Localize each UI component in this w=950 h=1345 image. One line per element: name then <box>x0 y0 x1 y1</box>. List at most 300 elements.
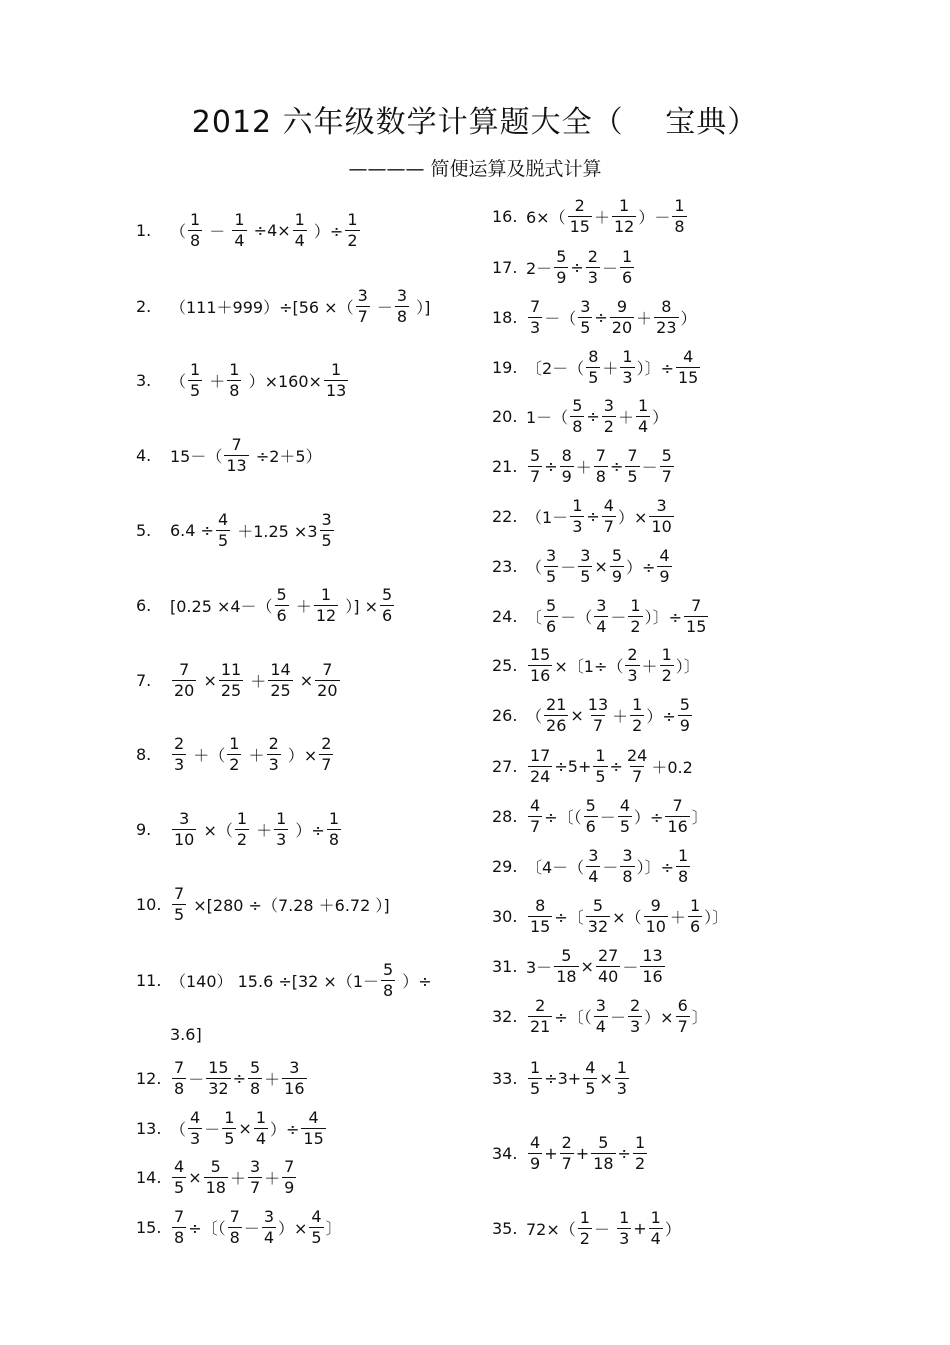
expression-text: × <box>580 956 594 976</box>
expression-text: ＋0.2 <box>651 757 693 777</box>
fraction-denominator: 2 <box>630 616 641 636</box>
fraction <box>324 361 348 400</box>
problem-number: 25. <box>492 655 518 675</box>
expression-text: ）×160× <box>243 371 322 391</box>
problem-expression <box>526 1134 649 1173</box>
fraction-numerator: 7 <box>672 795 683 815</box>
fraction-denominator: 6 <box>621 267 633 287</box>
expression-text: 〕 <box>325 1218 342 1238</box>
expression-text: ×（ <box>612 907 642 927</box>
fraction-numerator: 1 <box>634 1132 646 1152</box>
fraction-numerator: 6 <box>677 995 688 1015</box>
expression-text: ÷ <box>544 456 558 476</box>
problem-expression <box>170 211 362 250</box>
fraction-denominator: 7 <box>321 754 332 774</box>
fraction-denominator: 5 <box>174 1177 185 1197</box>
fraction-numerator: 7 <box>595 445 606 465</box>
expression-text: － <box>593 1219 616 1239</box>
fraction-numerator: 5 <box>679 694 690 714</box>
fraction <box>594 597 608 636</box>
problem-expression <box>526 997 708 1036</box>
problem-expression <box>526 847 692 886</box>
expression-text: ）－ <box>638 207 671 227</box>
expression-text: － <box>601 258 618 278</box>
fraction <box>528 897 552 936</box>
problem-expression <box>526 497 676 536</box>
fraction-numerator: 1 <box>190 209 201 229</box>
fraction <box>267 735 281 774</box>
fraction-numerator: 1 <box>621 246 633 266</box>
problem-number: 32. <box>492 1006 518 1026</box>
fraction <box>672 197 686 236</box>
problem-expression <box>526 696 694 735</box>
fraction-denominator: 18 <box>593 1153 614 1173</box>
expression-text: ）÷ <box>270 1119 300 1139</box>
fraction-numerator: 5 <box>276 584 287 604</box>
fraction-numerator: 2 <box>268 733 279 753</box>
fraction-denominator: 4 <box>596 616 607 636</box>
problem-expression <box>170 1158 298 1197</box>
expression-text: 72×（ <box>526 1219 576 1239</box>
fraction-denominator: 4 <box>255 1128 266 1148</box>
fraction-denominator: 6 <box>276 605 287 625</box>
fraction <box>528 797 542 836</box>
expression-text: （ <box>526 706 543 726</box>
fraction-denominator: 4 <box>650 1228 661 1248</box>
fraction-denominator: 3 <box>268 754 279 774</box>
fraction <box>528 298 542 337</box>
expression-text: ＋ <box>669 907 686 927</box>
expression-text: ） <box>664 1219 681 1239</box>
fraction-numerator: 5 <box>661 445 672 465</box>
fraction <box>319 735 333 774</box>
problem-number: 3. <box>136 370 152 390</box>
fraction-numerator: 3 <box>249 1156 261 1176</box>
expression-text: ÷ <box>617 1143 631 1163</box>
fraction-denominator: 5 <box>311 1227 322 1247</box>
problem-number: 17. <box>492 257 518 277</box>
expression-text: ÷4× <box>248 220 291 240</box>
page-title: 2012 六年级数学计算题大全（ 宝典） <box>191 105 759 140</box>
fraction-numerator: 3 <box>656 495 667 515</box>
fraction-numerator: 5 <box>249 1057 261 1077</box>
expression-text: （ <box>170 221 187 241</box>
fraction <box>274 810 288 849</box>
problem-expression <box>526 646 700 685</box>
problem-number: 6. <box>136 595 152 615</box>
expression-text: ÷〔（ <box>188 1218 226 1238</box>
expression-text: （140） 15.6 ÷[32 ×（1－ <box>170 971 380 991</box>
fraction <box>528 447 542 486</box>
fraction <box>235 810 249 849</box>
fraction-numerator: 2 <box>535 995 546 1015</box>
fraction-numerator: 4 <box>217 509 229 529</box>
fraction <box>610 547 624 586</box>
fraction-denominator: 7 <box>603 516 614 536</box>
fraction-numerator: 5 <box>382 584 393 604</box>
problem-number: 19. <box>492 357 518 377</box>
fraction-denominator: 12 <box>315 605 337 625</box>
fraction-numerator: 1 <box>630 595 641 615</box>
fraction-denominator: 16 <box>284 1078 305 1098</box>
fraction-denominator: 3 <box>530 317 541 337</box>
fraction-denominator: 40 <box>597 966 619 986</box>
fraction-numerator: 3 <box>179 808 190 828</box>
fraction-denominator: 10 <box>174 829 195 849</box>
fraction-denominator: 4 <box>234 230 245 250</box>
fraction <box>528 997 552 1036</box>
expression-text: × <box>198 670 217 690</box>
expression-text: ＋ <box>243 745 265 765</box>
fraction <box>625 646 639 685</box>
fraction-denominator: 13 <box>325 380 347 400</box>
expression-text: 〔2－（ <box>526 358 585 378</box>
expression-text: × <box>188 1167 202 1187</box>
expression-text: ）× <box>278 1218 308 1238</box>
expression-text: ÷〔（ <box>554 1007 592 1027</box>
fraction <box>172 661 196 700</box>
fraction-denominator: 2 <box>229 754 240 774</box>
fraction-numerator: 1 <box>229 359 240 379</box>
expression-text: － <box>243 1218 260 1238</box>
fraction-denominator: 21 <box>530 1016 551 1036</box>
problem-number: 21. <box>492 456 518 476</box>
fraction <box>602 497 616 536</box>
expression-text: + <box>633 1218 647 1238</box>
problem-expression <box>526 897 728 936</box>
fraction-numerator: 9 <box>616 296 628 316</box>
problem-expression <box>170 1109 328 1148</box>
fraction-numerator: 1 <box>229 733 240 753</box>
fraction <box>315 661 339 700</box>
problem-expression <box>526 397 668 436</box>
fraction-denominator: 26 <box>546 715 567 735</box>
expression-text: ）÷ <box>397 971 432 991</box>
fraction-denominator: 5 <box>585 1078 596 1098</box>
fraction-denominator: 4 <box>263 1227 274 1247</box>
fraction <box>654 298 678 337</box>
fraction <box>248 1059 262 1098</box>
fraction-numerator: 24 <box>626 745 648 765</box>
fraction <box>596 947 620 986</box>
fraction-denominator: 10 <box>651 516 672 536</box>
fraction-denominator: 5 <box>174 904 185 924</box>
expression-text: ×〔1÷（ <box>554 656 624 676</box>
expression-text: （ <box>170 371 187 391</box>
problem-expression <box>170 361 350 400</box>
fraction-numerator: 1 <box>632 694 643 714</box>
fraction <box>172 1158 186 1197</box>
fraction-numerator: 2 <box>561 1132 572 1152</box>
expression-text: ＋1.25 ×3 <box>232 521 318 541</box>
fraction <box>554 947 578 986</box>
fraction-numerator: 4 <box>311 1206 322 1226</box>
problem-number: 8. <box>136 744 152 764</box>
fraction <box>665 797 689 836</box>
problem-number: 16. <box>492 206 518 226</box>
fraction-numerator: 7 <box>691 595 702 615</box>
problem-expression <box>526 747 693 786</box>
fraction <box>314 586 338 625</box>
fraction-numerator: 5 <box>572 395 583 415</box>
fraction-numerator: 7 <box>174 883 185 903</box>
fraction-numerator: 3 <box>263 1206 274 1226</box>
fraction <box>528 646 552 685</box>
fraction <box>172 735 186 774</box>
fraction <box>593 747 607 786</box>
fraction-numerator: 1 <box>619 195 630 215</box>
fraction-numerator: 8 <box>588 346 599 366</box>
fraction-denominator: 16 <box>642 966 663 986</box>
fraction-numerator: 7 <box>174 1206 185 1226</box>
fraction-numerator: 21 <box>546 694 567 714</box>
fraction-numerator: 1 <box>331 359 342 379</box>
fraction <box>630 696 644 735</box>
fraction-denominator: 5 <box>530 1078 541 1098</box>
fraction <box>528 1059 542 1098</box>
fraction-numerator: 4 <box>619 795 630 815</box>
expression-text: ÷3+ <box>544 1068 582 1088</box>
fraction-denominator: 8 <box>174 1227 185 1247</box>
fraction <box>586 897 610 936</box>
fraction <box>615 1059 629 1098</box>
problem-number: 18. <box>492 307 518 327</box>
fraction-denominator: 2 <box>603 416 614 436</box>
expression-text: ×[280 ÷（7.28 ＋6.72 ）] <box>188 895 390 915</box>
expression-text: － <box>609 1007 626 1027</box>
fraction-numerator: 1 <box>678 845 689 865</box>
expression-text: ＋ <box>636 308 653 328</box>
expression-text: ）〕÷ <box>636 358 674 378</box>
fraction <box>625 447 639 486</box>
fraction <box>227 735 241 774</box>
fraction-denominator: 5 <box>580 566 591 586</box>
expression-text: 〕 <box>691 1007 708 1027</box>
fraction <box>301 1109 325 1148</box>
fraction <box>586 348 600 387</box>
fraction <box>578 547 592 586</box>
fraction-numerator: 2 <box>321 733 332 753</box>
fraction-numerator: 5 <box>546 595 557 615</box>
expression-text: － <box>602 857 619 877</box>
page-subtitle: ———— 简便运算及脱式计算 <box>348 158 602 180</box>
fraction-numerator: 3 <box>546 545 557 565</box>
fraction-numerator: 1 <box>190 359 201 379</box>
fraction-numerator: 1 <box>689 895 701 915</box>
fraction-numerator: 7 <box>231 434 242 454</box>
fraction-denominator: 8 <box>383 980 394 1000</box>
fraction-denominator: 4 <box>637 416 649 436</box>
problem-expression <box>170 885 390 924</box>
problem-number: 35. <box>492 1218 518 1238</box>
fraction-numerator: 13 <box>587 694 609 714</box>
problem-expression <box>526 947 667 986</box>
fraction <box>345 211 359 250</box>
fraction <box>620 847 634 886</box>
expression-text: 6×（ <box>526 207 566 227</box>
expression-text: × <box>570 705 584 725</box>
fraction-numerator: 1 <box>650 1207 661 1227</box>
fraction-numerator: 5 <box>530 445 541 465</box>
fraction <box>625 747 649 786</box>
problem-expression <box>526 547 674 586</box>
fraction-numerator: 17 <box>530 745 551 765</box>
expression-text: （ <box>170 1119 187 1139</box>
fraction-denominator: 3 <box>174 754 185 774</box>
problem-expression <box>526 1209 681 1248</box>
problem-number: 13. <box>136 1118 162 1138</box>
problem-expression <box>526 447 676 486</box>
fraction <box>554 248 568 287</box>
fraction-denominator: 7 <box>530 816 541 836</box>
problem-expression <box>170 1208 342 1247</box>
expression-text: ＋ <box>612 706 629 726</box>
expression-text: ＋ <box>602 358 619 378</box>
problem-number: 4. <box>136 445 152 465</box>
fraction <box>254 1109 268 1148</box>
expression-text: ÷ <box>570 257 584 277</box>
fraction <box>591 1134 615 1173</box>
problem-number: 2. <box>136 296 152 316</box>
expression-text: ＋ <box>575 457 592 477</box>
expression-text: ×（ <box>198 820 233 840</box>
problem-number: 29. <box>492 856 518 876</box>
fraction <box>586 248 600 287</box>
problem-expression <box>526 597 710 636</box>
fraction-numerator: 14 <box>270 659 291 679</box>
fraction <box>684 597 708 636</box>
fraction <box>172 1059 186 1098</box>
fraction-denominator: 2 <box>632 715 643 735</box>
fraction-denominator: 18 <box>205 1177 226 1197</box>
problem-expression <box>526 298 697 337</box>
fraction <box>649 497 673 536</box>
fraction <box>570 497 584 536</box>
problem-number: 5. <box>136 520 152 540</box>
fraction <box>395 287 409 326</box>
expression-text: ）] <box>411 297 431 317</box>
problem-expression <box>170 1059 309 1098</box>
fraction-denominator: 8 <box>622 866 633 886</box>
fraction-denominator: 23 <box>656 317 677 337</box>
expression-text: 3－ <box>526 957 553 977</box>
expression-text: 1－（ <box>526 407 569 427</box>
fraction-numerator: 4 <box>585 1057 596 1077</box>
problem-expression <box>170 661 342 700</box>
fraction-denominator: 3 <box>622 367 633 387</box>
fraction-numerator: 2 <box>629 995 641 1015</box>
fraction <box>309 1208 323 1247</box>
fraction <box>660 447 674 486</box>
fraction-denominator: 8 <box>174 1078 185 1098</box>
fraction-denominator: 15 <box>530 916 551 936</box>
expression-text: + <box>575 1143 590 1163</box>
fraction <box>586 696 610 735</box>
fraction-denominator: 7 <box>661 466 672 486</box>
expression-text: （111＋999）÷[56 ×（ <box>170 297 354 317</box>
expression-text: － <box>188 1069 205 1089</box>
fraction <box>227 361 241 400</box>
fraction-denominator: 24 <box>530 766 551 786</box>
fraction-denominator: 5 <box>190 380 201 400</box>
fraction <box>188 361 202 400</box>
fraction-denominator: 9 <box>659 566 670 586</box>
expression-text: ）〕÷ <box>644 607 683 627</box>
fraction-numerator: 5 <box>556 246 567 266</box>
fraction <box>262 1208 276 1247</box>
expression-text: ＋ <box>264 1069 281 1089</box>
expression-text: ÷ <box>609 756 623 776</box>
fraction <box>224 436 248 475</box>
fraction-numerator: 7 <box>530 296 541 316</box>
expression-text: － <box>641 457 658 477</box>
expression-text: × <box>599 1068 613 1088</box>
fraction-denominator: 8 <box>249 1078 261 1098</box>
fraction <box>644 897 668 936</box>
fraction-numerator: 5 <box>611 545 622 565</box>
fraction-denominator: 3 <box>619 1228 630 1248</box>
fraction <box>528 1134 542 1173</box>
fraction-numerator: 4 <box>659 545 670 565</box>
fraction-numerator: 3 <box>588 845 599 865</box>
problem-11-continuation: 3.6] <box>170 1025 202 1044</box>
fraction <box>618 797 632 836</box>
fraction <box>188 211 202 250</box>
fraction <box>275 586 289 625</box>
fraction-denominator: 4 <box>588 866 599 886</box>
expression-text: ÷ <box>232 1068 246 1088</box>
fraction-denominator: 8 <box>572 416 583 436</box>
expression-text: ）× <box>617 507 648 527</box>
fraction-numerator: 27 <box>597 945 619 965</box>
fraction <box>222 1109 236 1148</box>
problem-expression <box>170 287 430 326</box>
fraction <box>678 696 692 735</box>
fraction-denominator: 2 <box>347 230 358 250</box>
fraction <box>660 646 674 685</box>
fraction-numerator: 3 <box>603 395 614 415</box>
fraction-denominator: 32 <box>587 916 609 936</box>
expression-text: 〕 <box>691 807 708 827</box>
fraction-denominator: 25 <box>220 680 242 700</box>
fraction-denominator: 32 <box>208 1078 229 1098</box>
problem-expression <box>170 586 396 625</box>
fraction-numerator: 2 <box>587 246 598 266</box>
fraction-denominator: 18 <box>556 966 577 986</box>
fraction <box>356 287 370 326</box>
fraction <box>560 1134 574 1173</box>
fraction-numerator: 5 <box>585 795 596 815</box>
fraction-denominator: 15 <box>569 216 590 236</box>
fraction-numerator: 1 <box>674 195 685 215</box>
problem-expression <box>526 1059 631 1098</box>
fraction <box>640 947 664 986</box>
expression-text: ）÷ <box>290 820 325 840</box>
fraction-denominator: 7 <box>677 1016 688 1036</box>
fraction-numerator: 5 <box>598 1132 609 1152</box>
fraction <box>172 1208 186 1247</box>
fraction-numerator: 5 <box>210 1156 221 1176</box>
fraction-denominator: 3 <box>190 1128 201 1148</box>
problem-number: 20. <box>492 406 518 426</box>
expression-text: ÷〔 <box>554 907 584 927</box>
fraction <box>676 997 690 1036</box>
expression-text: + <box>544 1143 558 1163</box>
fraction-numerator: 3 <box>289 1057 300 1077</box>
problem-expression <box>170 511 336 550</box>
problem-number: 15. <box>136 1217 162 1237</box>
fraction-denominator: 8 <box>229 1227 240 1247</box>
